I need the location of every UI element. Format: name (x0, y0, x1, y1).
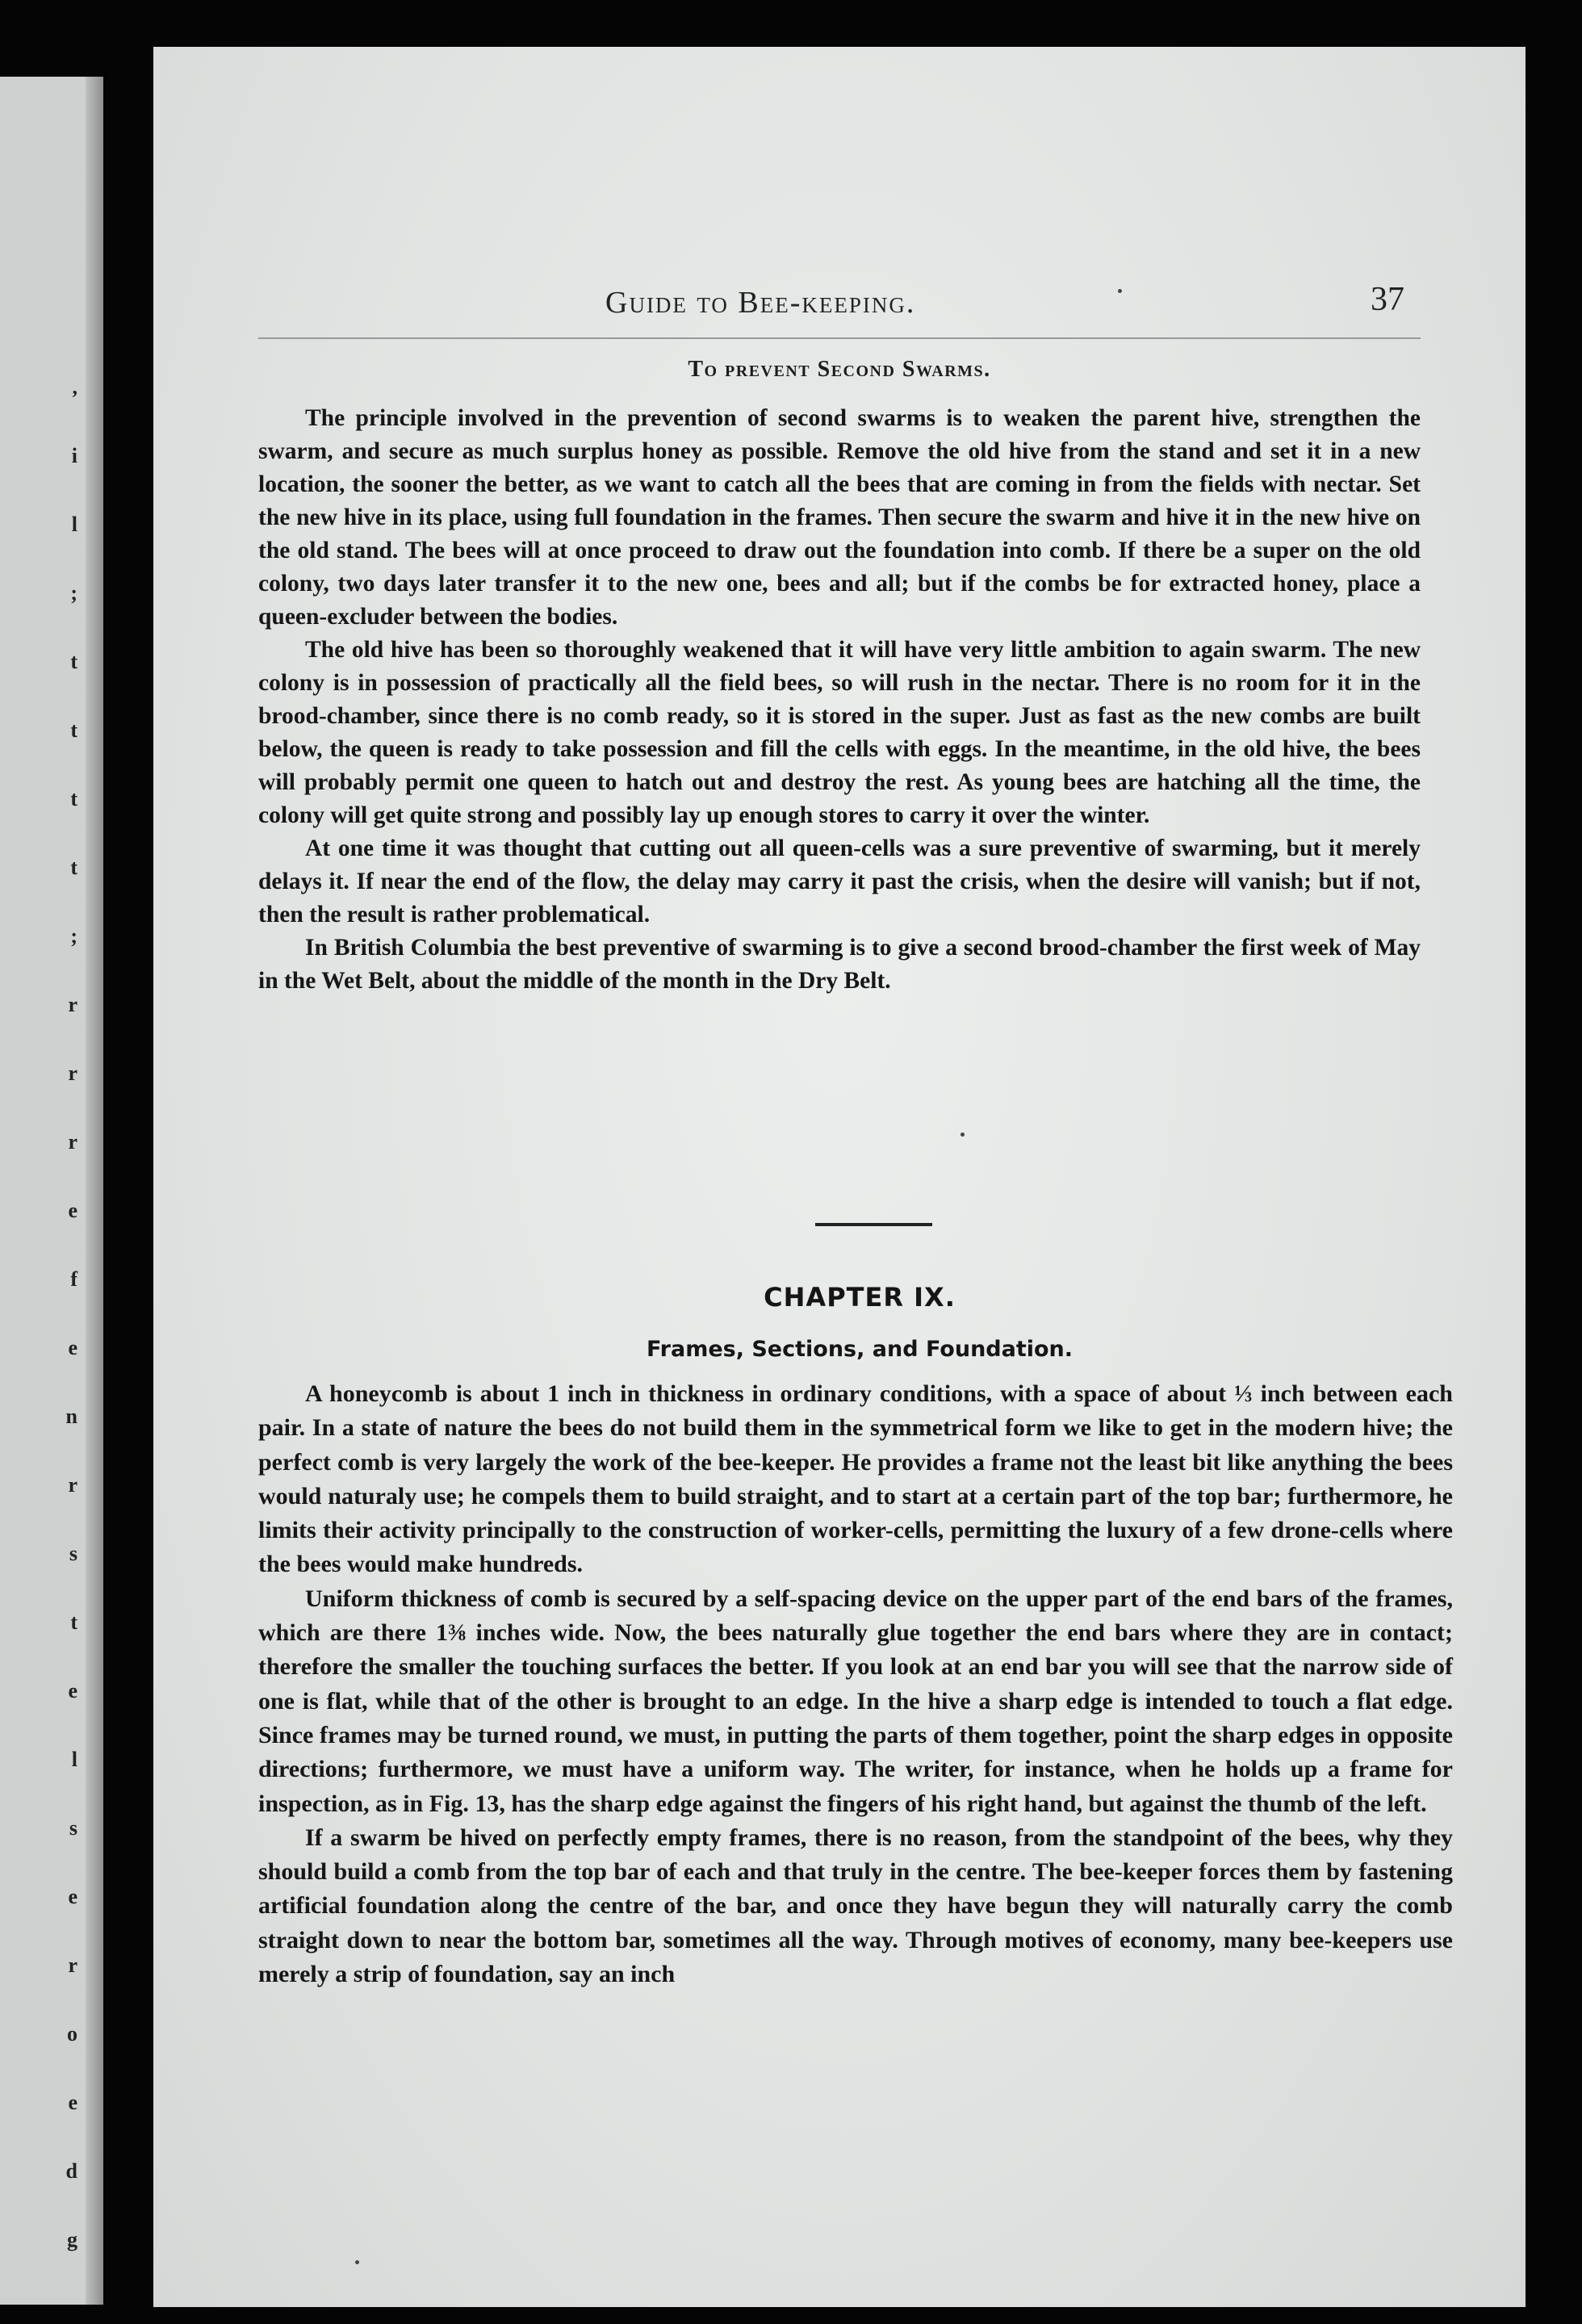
running-head (258, 277, 1461, 325)
section-body (258, 402, 1421, 998)
facing-page-char: e (68, 1336, 77, 1359)
facing-page-char: t (70, 856, 77, 879)
chapter-title: CHAPTER IX. (764, 1282, 956, 1313)
facing-page-char: o (67, 2022, 77, 2046)
header-rule (258, 337, 1421, 339)
facing-page-char: t (70, 1610, 77, 1634)
paragraph: The principle involved in the prevention of second swarms is to weaken the parent hive, strengthen the swarm, and secure as much surplus honey as possible. Remove the old hive from the stand and set it in a new location, the sooner the better, as we want to catch all the bees that are coming in from the fields with nectar. Set the new hive in its place, using full foundation in the frames. Then secure the swarm and hive it in the new hive on the old stand. The bees will at once proceed to draw out the foundation into comb. If there be a super on the old colony, two days later transfer it to the new one, bees and all; but if the combs be for extracted honey, place a queen-excluder between the bodies. (258, 405, 1421, 630)
section-title: To prevent Second Swarms. (688, 357, 991, 382)
facing-page-char: i (71, 444, 77, 467)
facing-page-char: r (68, 1130, 77, 1154)
facing-page-fragment (0, 77, 103, 2305)
facing-page-char: t (70, 650, 77, 673)
facing-page-char: g (67, 2228, 77, 2251)
facing-page-char: t (70, 718, 77, 742)
facing-page-char: n (65, 1405, 77, 1428)
facing-page-char: f (70, 1267, 77, 1291)
facing-page-char: r (68, 1953, 77, 1977)
print-speck (1118, 289, 1122, 293)
paragraph: In British Columbia the best preventive of swarming is to give a second brood-chamber the first week of May in the Wet Belt, about the middle of the month in the Dry Belt. (258, 935, 1421, 994)
chapter-body (258, 1377, 1453, 1991)
facing-page-char: e (68, 1679, 77, 1702)
facing-page-char: r (68, 993, 77, 1016)
gutter-shadow (86, 77, 103, 2305)
facing-page-char: r (68, 1062, 77, 1085)
facing-page-char: e (68, 1885, 77, 1908)
chapter-subtitle: Frames, Sections, and Foundation. (646, 1337, 1074, 1362)
facing-page-char: l (71, 1748, 77, 1771)
print-speck (960, 1133, 965, 1137)
facing-page-char: t (70, 787, 77, 810)
paragraph: Uniform thickness of comb is secured by a self-spacing device on the upper part of the end bars of the frames, which are there 1⅜ inches wide. Now, the bees naturally glue together the end bars where they are in contact; therefore the smaller the touching surfaces the better. If you look at an end bar you will see that the narrow side of one is flat, while that of the other is brought to an edge. In the hive a sharp edge is intended to touch a flat edge. Since frames may be turned round, we must, in putting the parts of them together, point the sharp edges in opposite directions; furthermore, we must have a uniform way. The writer, for instance, when he holds up a frame for inspection, as in Fig. 13, has the sharp edge against the fingers of his right hand, but against the thumb of the left. (258, 1585, 1453, 1817)
facing-page-char: ; (70, 581, 77, 605)
facing-page-char: , (72, 375, 77, 399)
print-speck (355, 2260, 359, 2264)
paragraph: At one time it was thought that cutting out all queen-cells was a sure preventive of swarming, but it merely delays it. If near the end of the flow, the delay may carry it past the crisis, when the desire will vanish; but if not, then the result is rather problematical. (258, 835, 1421, 928)
paragraph: The old hive has been so thoroughly weakened that it will have very little ambition to again swarm. The new colony is in possession of practically all the field bees, so will rush in the nectar. There is no room for it in the brood-chamber, since there is no comb ready, so it is stored in the super. Just as fast as the new combs are built below, the queen is ready to take possession and fill the cells with eggs. In the meantime, in the old hive, the bees will probably permit one queen to hatch out and destroy the rest. As young bees are hatching all the time, the colony will get quite strong and possibly lay up enough stores to carry it over the winter. (258, 637, 1421, 828)
facing-page-char: ; (70, 924, 77, 948)
facing-page-char: l (71, 513, 77, 536)
section-divider-rule (815, 1223, 932, 1226)
facing-page-char: e (68, 1199, 77, 1222)
paragraph: A honeycomb is about 1 inch in thickness in ordinary conditions, with a space of about ⅓ inch between each pair. In a state of nature the bees do not build them in the symmetrical form we like to get in the modern hive; the perfect comb is very largely the work of the bee-keeper. He provides a frame not the least bit like anything the bees would naturaly use; he compels them to build straight, and to start at a certain part of the top bar; furthermore, he limits their activity principally to the construction of worker-cells, permitting the luxury of a few drone-cells where the bees would make hundreds. (258, 1380, 1453, 1578)
paragraph: If a swarm be hived on perfectly empty frames, there is no reason, from the standpoint of the bees, why they should build a comb from the top bar of each and that truly in the centre. The bee-keeper forces them by fastening artificial foundation along the centre of the bar, and once they have begun they will naturally carry the comb straight down to near the bottom bar, sometimes all the way. Through motives of economy, many bee-keepers use merely a strip of foundation, say an inch (258, 1824, 1453, 1988)
book-page (153, 47, 1526, 2307)
running-title: Guide to Bee-keeping. (605, 286, 916, 320)
facing-page-char: s (69, 1816, 77, 1840)
page-number: 37 (1371, 281, 1404, 318)
facing-page-char: d (65, 2159, 77, 2183)
facing-page-char: e (68, 2091, 77, 2114)
facing-page-char: s (69, 1542, 77, 1565)
facing-page-char: r (68, 1473, 77, 1497)
